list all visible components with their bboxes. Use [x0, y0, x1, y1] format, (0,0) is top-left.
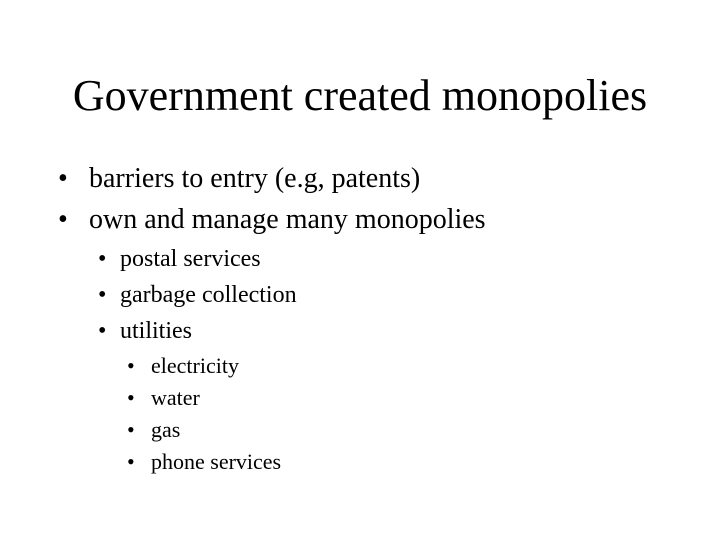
sub-sub-bullet-text: water: [151, 385, 200, 410]
bullet-dot-icon: •: [58, 163, 68, 194]
slide-title: Government created monopolies: [72, 71, 648, 120]
sub-sub-bullet-text: gas: [151, 417, 181, 442]
bullet-text: barriers to entry (e.g, patents): [89, 163, 421, 194]
sub-bullet-text: garbage collection: [120, 282, 297, 308]
bullet-dot-icon: •: [127, 449, 135, 474]
bullet-dot-icon: •: [127, 353, 135, 378]
bullet-dot-icon: •: [98, 246, 107, 272]
bullet-dot-icon: •: [58, 204, 68, 235]
bullet-dot-icon: •: [127, 385, 135, 410]
bullet-dot-icon: •: [98, 318, 107, 344]
sub-bullet-text: postal services: [120, 246, 261, 272]
sub-bullet-text: utilities: [120, 318, 192, 344]
bullet-dot-icon: •: [127, 417, 135, 442]
bullet-text: own and manage many monopolies: [89, 204, 486, 235]
sub-sub-bullet-text: phone services: [151, 449, 282, 474]
bullet-dot-icon: •: [98, 282, 107, 308]
sub-sub-bullet-text: electricity: [151, 353, 239, 378]
